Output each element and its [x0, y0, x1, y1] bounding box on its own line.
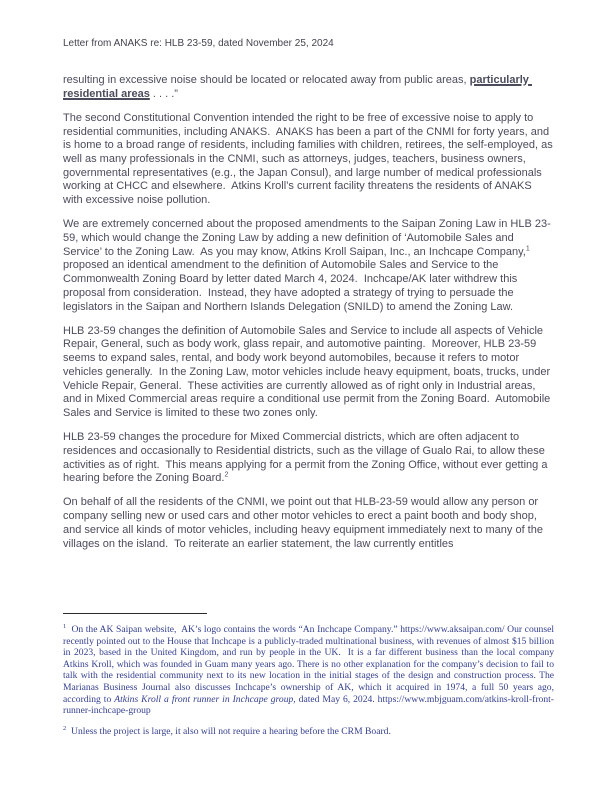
footnote-item: [63, 622, 557, 717]
body-paragraph: [63, 496, 554, 551]
body-paragraph-run: HLB 23-59 changes the definition of Automobile Sales and Service to include all aspects of Vehicle Repair, General, such as body work, glass repair, and automotive painting. Moreover, HLB 23-59 seems to expand sales, rental, and body work beyond automobiles, because it refers to motor vehicles generally. In the Zoning Law, motor vehicles include heavy equipment, boats, trucks, under Vehicle Repair, General. These activities are currently allowed as of right only in Industrial areas, and in Mixed Commercial areas require a conditional use permit from the Zoning Board. Automobile Sales and Service is limited to these two zones only.: [63, 324, 554, 419]
body-paragraph-run-sup: 1: [525, 245, 530, 253]
body-paragraph-run: The second Constitutional Convention intended the right to be free of excessive noise to apply to residential communities, including ANAKS. ANAKS has been a part of the CNMI for forty years, and is home to a broad range of residents, including families with children, retirees, the self-employed, as well as many professionals in the CNMI, such as attorneys, judges, teachers, business owners, governmental representatives (e.g., the Japan Consul), and large number of medical professionals working at CHCC and elsewhere. Atkins Kroll’s current facility threatens the residents of ANAKS with excessive noise pollution.: [63, 111, 556, 207]
footnote-item: [63, 726, 554, 738]
body-paragraph: [63, 325, 554, 421]
body-paragraph-run-sup: 2: [224, 471, 229, 479]
body-paragraph-run: resulting in excessive noise should be located or relocated away from public areas,: [63, 74, 470, 86]
body-paragraph-run: proposed an identical amendment to the definition of Automobile Sales and Service to the Commonwealth Zoning Board by letter dated March 4, 2024. Inchcape/AK later withdrew this proposal from consideration. Instead, they have adopted a strategy of trying to persuade the legislators in the Saipan and Northern Islands Delegation (SNILD) to amend the Zoning Law.: [63, 245, 533, 313]
body-paragraph: [63, 112, 554, 208]
footnote-item-run: Unless the project is large, it also will not require a hearing before the CRM Board.: [66, 725, 391, 737]
body-paragraph-run-bold_underline: particularly residential areas: [63, 74, 532, 100]
body-paragraph-run: . . . .”: [149, 87, 178, 100]
footnote-item-run-italic: Atkins Kroll a front runner in Inchcape group,: [114, 693, 296, 705]
body-paragraph: [63, 218, 554, 314]
letter-body: [63, 74, 554, 562]
body-paragraph-run: We are extremely concerned about the proposed amendments to the Saipan Zoning Law in HLB 23-59, which would change the Zoning Law by adding a new definition of ‘Automobile Sales and Service’ to the Zoning Law. As you may know, Atkins Kroll Saipan, Inc., an Inchcape Company,: [63, 218, 551, 258]
footnote-list: [63, 622, 557, 737]
footnote-item-run: dated May 6, 2024. https://www.mbjguam.com/atkins-kroll-front-runner-inchcape-group: [63, 693, 554, 717]
footnote-item-run: On the AK Saipan website, AK’s logo contains the words “An Inchcape Company.” https://www.aksaipan.com/ Our counsel recently pointed out to the House that Inchcape is a publicly-traded multinational business, with revenues of almost $15 billion in 2023, based in the United Kingdom, and run by people in the UK. It is a far different business than the local company Atkins Kroll, which was founded in Guam many years ago. There is no other explanation for the company’s decision to fail to talk with the residential community next to its new location in the initial stages of the design and construction process. The Marianas Business Journal also discusses Inchcape’s ownership of AK, which it acquired in 1974, a full 50 years ago, according to: [63, 624, 557, 705]
page-header-title: Letter from ANAKS re: HLB 23-59, dated November 25, 2024: [63, 38, 334, 49]
footnote-divider: [63, 613, 207, 614]
footnote-item-run-sup: 1: [63, 622, 67, 630]
body-paragraph-run: On behalf of all the residents of the CNMI, we point out that HLB-23-59 would allow any person or company selling new or used cars and other motor vehicles to erect a paint booth and body shop, and service all kinds of motor vehicles, including heavy equipment immediately next to many of the villages on the island. To reiterate an earlier statement, the law currently entitles: [63, 496, 547, 550]
body-paragraph: [63, 431, 554, 486]
body-paragraph-run: HLB 23-59 changes the procedure for Mixed Commercial districts, which are often adjacent to residences and occasionally to Residential districts, such as the village of Gualo Rai, to allow these activities as of right. This means applying for a permit from the Zoning Office, without ever getting a hearing before the Zoning Board.: [63, 431, 551, 485]
footnote-section: [63, 613, 557, 746]
footnote-item-run-sup: 2: [63, 724, 67, 732]
body-paragraph: [63, 74, 554, 101]
